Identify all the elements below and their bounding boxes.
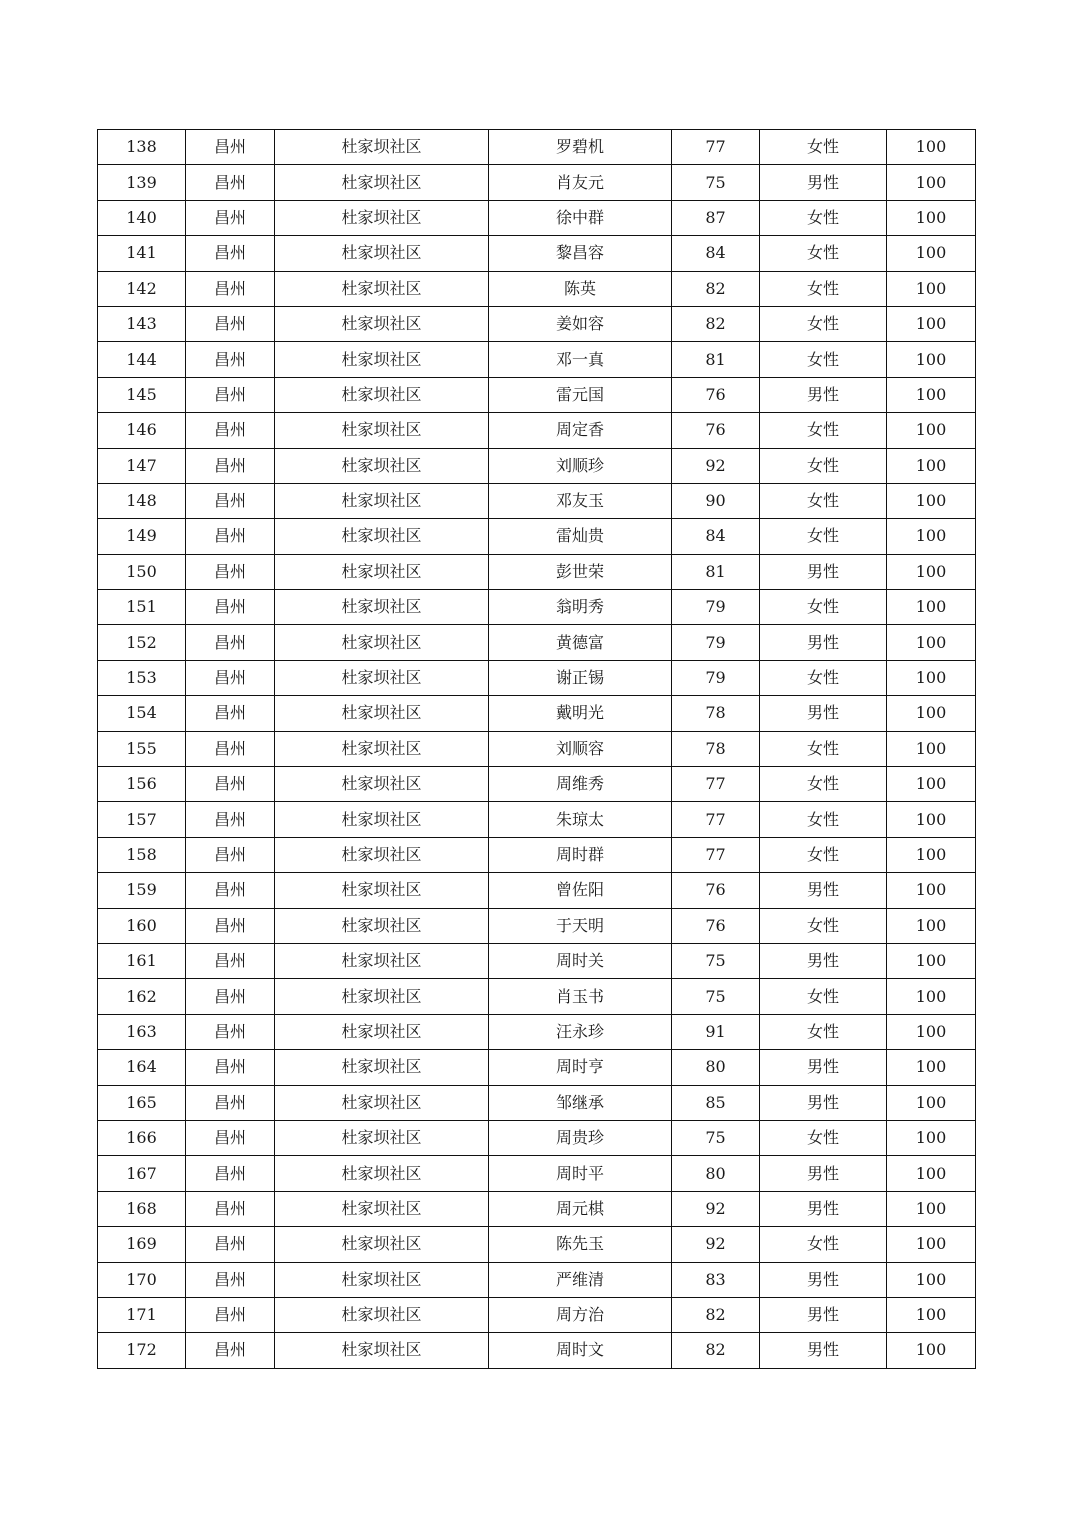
serial-number-cell: 165 (98, 1085, 186, 1120)
city-cell: 昌州 (186, 377, 275, 412)
serial-number-cell: 144 (98, 342, 186, 377)
city-cell: 昌州 (186, 1227, 275, 1262)
city-cell: 昌州 (186, 837, 275, 872)
community-cell: 杜家坝社区 (275, 767, 489, 802)
community-cell: 杜家坝社区 (275, 908, 489, 943)
community-cell: 杜家坝社区 (275, 483, 489, 518)
name-cell: 邓一真 (489, 342, 672, 377)
name-cell: 刘顺珍 (489, 448, 672, 483)
serial-number-cell: 159 (98, 873, 186, 908)
serial-number-cell: 164 (98, 1050, 186, 1085)
amount-cell: 100 (887, 1191, 976, 1226)
city-cell: 昌州 (186, 448, 275, 483)
gender-cell: 女性 (760, 519, 887, 554)
community-cell: 杜家坝社区 (275, 1191, 489, 1226)
age-cell: 79 (672, 660, 760, 695)
gender-cell: 女性 (760, 908, 887, 943)
community-cell: 杜家坝社区 (275, 1333, 489, 1368)
age-cell: 76 (672, 413, 760, 448)
community-cell: 杜家坝社区 (275, 342, 489, 377)
community-cell: 杜家坝社区 (275, 979, 489, 1014)
community-cell: 杜家坝社区 (275, 271, 489, 306)
name-cell: 彭世荣 (489, 554, 672, 589)
table-row (98, 767, 976, 802)
table-row (98, 802, 976, 837)
gender-cell: 女性 (760, 1227, 887, 1262)
city-cell: 昌州 (186, 342, 275, 377)
community-cell: 杜家坝社区 (275, 1120, 489, 1155)
gender-cell: 女性 (760, 979, 887, 1014)
gender-cell: 男性 (760, 696, 887, 731)
age-cell: 92 (672, 1191, 760, 1226)
community-cell: 杜家坝社区 (275, 306, 489, 341)
gender-cell: 女性 (760, 802, 887, 837)
age-cell: 83 (672, 1262, 760, 1297)
age-cell: 82 (672, 306, 760, 341)
age-cell: 76 (672, 873, 760, 908)
gender-cell: 女性 (760, 413, 887, 448)
table-row (98, 483, 976, 518)
name-cell: 周定香 (489, 413, 672, 448)
name-cell: 谢正锡 (489, 660, 672, 695)
name-cell: 邹继承 (489, 1085, 672, 1120)
table-row (98, 837, 976, 872)
community-cell: 杜家坝社区 (275, 1014, 489, 1049)
serial-number-cell: 150 (98, 554, 186, 589)
serial-number-cell: 140 (98, 200, 186, 235)
community-cell: 杜家坝社区 (275, 943, 489, 978)
serial-number-cell: 151 (98, 590, 186, 625)
age-cell: 91 (672, 1014, 760, 1049)
table-row (98, 731, 976, 766)
table-row (98, 696, 976, 731)
age-cell: 92 (672, 448, 760, 483)
table-row (98, 236, 976, 271)
serial-number-cell: 138 (98, 130, 186, 165)
gender-cell: 女性 (760, 236, 887, 271)
age-cell: 82 (672, 1333, 760, 1368)
amount-cell: 100 (887, 554, 976, 589)
table-row (98, 908, 976, 943)
amount-cell: 100 (887, 837, 976, 872)
age-cell: 75 (672, 943, 760, 978)
community-cell: 杜家坝社区 (275, 377, 489, 412)
gender-cell: 男性 (760, 1262, 887, 1297)
serial-number-cell: 161 (98, 943, 186, 978)
name-cell: 雷元国 (489, 377, 672, 412)
roster-table (97, 129, 976, 1369)
age-cell: 78 (672, 731, 760, 766)
amount-cell: 100 (887, 873, 976, 908)
table-row (98, 1050, 976, 1085)
age-cell: 80 (672, 1050, 760, 1085)
name-cell: 周方治 (489, 1297, 672, 1332)
community-cell: 杜家坝社区 (275, 837, 489, 872)
gender-cell: 女性 (760, 130, 887, 165)
community-cell: 杜家坝社区 (275, 731, 489, 766)
community-cell: 杜家坝社区 (275, 236, 489, 271)
gender-cell: 女性 (760, 200, 887, 235)
age-cell: 77 (672, 802, 760, 837)
community-cell: 杜家坝社区 (275, 519, 489, 554)
serial-number-cell: 153 (98, 660, 186, 695)
community-cell: 杜家坝社区 (275, 1262, 489, 1297)
community-cell: 杜家坝社区 (275, 1227, 489, 1262)
table-row (98, 625, 976, 660)
gender-cell: 男性 (760, 1156, 887, 1191)
name-cell: 邓友玉 (489, 483, 672, 518)
city-cell: 昌州 (186, 802, 275, 837)
name-cell: 陈英 (489, 271, 672, 306)
amount-cell: 100 (887, 236, 976, 271)
gender-cell: 男性 (760, 1191, 887, 1226)
name-cell: 肖友元 (489, 165, 672, 200)
city-cell: 昌州 (186, 554, 275, 589)
amount-cell: 100 (887, 1297, 976, 1332)
table-row (98, 130, 976, 165)
amount-cell: 100 (887, 625, 976, 660)
name-cell: 戴明光 (489, 696, 672, 731)
city-cell: 昌州 (186, 200, 275, 235)
city-cell: 昌州 (186, 1050, 275, 1085)
amount-cell: 100 (887, 908, 976, 943)
city-cell: 昌州 (186, 483, 275, 518)
table-row (98, 165, 976, 200)
amount-cell: 100 (887, 802, 976, 837)
name-cell: 刘顺容 (489, 731, 672, 766)
serial-number-cell: 162 (98, 979, 186, 1014)
name-cell: 汪永珍 (489, 1014, 672, 1049)
age-cell: 76 (672, 377, 760, 412)
community-cell: 杜家坝社区 (275, 802, 489, 837)
name-cell: 雷灿贵 (489, 519, 672, 554)
gender-cell: 女性 (760, 767, 887, 802)
city-cell: 昌州 (186, 1297, 275, 1332)
name-cell: 黎昌容 (489, 236, 672, 271)
gender-cell: 男性 (760, 377, 887, 412)
serial-number-cell: 160 (98, 908, 186, 943)
name-cell: 周元棋 (489, 1191, 672, 1226)
age-cell: 81 (672, 554, 760, 589)
gender-cell: 女性 (760, 271, 887, 306)
gender-cell: 男性 (760, 1333, 887, 1368)
city-cell: 昌州 (186, 1120, 275, 1155)
name-cell: 陈先玉 (489, 1227, 672, 1262)
name-cell: 姜如容 (489, 306, 672, 341)
gender-cell: 女性 (760, 306, 887, 341)
gender-cell: 女性 (760, 448, 887, 483)
city-cell: 昌州 (186, 236, 275, 271)
amount-cell: 100 (887, 448, 976, 483)
amount-cell: 100 (887, 1050, 976, 1085)
table-row (98, 1262, 976, 1297)
amount-cell: 100 (887, 731, 976, 766)
amount-cell: 100 (887, 696, 976, 731)
age-cell: 77 (672, 130, 760, 165)
age-cell: 87 (672, 200, 760, 235)
table-row (98, 448, 976, 483)
community-cell: 杜家坝社区 (275, 696, 489, 731)
serial-number-cell: 139 (98, 165, 186, 200)
age-cell: 92 (672, 1227, 760, 1262)
amount-cell: 100 (887, 1262, 976, 1297)
name-cell: 周时平 (489, 1156, 672, 1191)
city-cell: 昌州 (186, 767, 275, 802)
age-cell: 84 (672, 519, 760, 554)
community-cell: 杜家坝社区 (275, 200, 489, 235)
serial-number-cell: 149 (98, 519, 186, 554)
city-cell: 昌州 (186, 590, 275, 625)
amount-cell: 100 (887, 306, 976, 341)
amount-cell: 100 (887, 377, 976, 412)
city-cell: 昌州 (186, 696, 275, 731)
table-row (98, 200, 976, 235)
name-cell: 周时亨 (489, 1050, 672, 1085)
table-row (98, 306, 976, 341)
community-cell: 杜家坝社区 (275, 1297, 489, 1332)
gender-cell: 女性 (760, 660, 887, 695)
city-cell: 昌州 (186, 625, 275, 660)
amount-cell: 100 (887, 483, 976, 518)
amount-cell: 100 (887, 1120, 976, 1155)
city-cell: 昌州 (186, 271, 275, 306)
table-row (98, 1085, 976, 1120)
name-cell: 翁明秀 (489, 590, 672, 625)
serial-number-cell: 147 (98, 448, 186, 483)
age-cell: 80 (672, 1156, 760, 1191)
age-cell: 81 (672, 342, 760, 377)
gender-cell: 男性 (760, 873, 887, 908)
serial-number-cell: 163 (98, 1014, 186, 1049)
serial-number-cell: 145 (98, 377, 186, 412)
serial-number-cell: 143 (98, 306, 186, 341)
gender-cell: 女性 (760, 1014, 887, 1049)
table-row (98, 1156, 976, 1191)
table-row (98, 590, 976, 625)
city-cell: 昌州 (186, 519, 275, 554)
gender-cell: 女性 (760, 342, 887, 377)
serial-number-cell: 156 (98, 767, 186, 802)
table-row (98, 979, 976, 1014)
name-cell: 周维秀 (489, 767, 672, 802)
age-cell: 77 (672, 837, 760, 872)
name-cell: 周贵珍 (489, 1120, 672, 1155)
amount-cell: 100 (887, 1014, 976, 1049)
gender-cell: 女性 (760, 483, 887, 518)
gender-cell: 女性 (760, 837, 887, 872)
serial-number-cell: 154 (98, 696, 186, 731)
name-cell: 黄德富 (489, 625, 672, 660)
gender-cell: 男性 (760, 1297, 887, 1332)
serial-number-cell: 141 (98, 236, 186, 271)
age-cell: 75 (672, 165, 760, 200)
city-cell: 昌州 (186, 873, 275, 908)
community-cell: 杜家坝社区 (275, 1156, 489, 1191)
table-row (98, 1120, 976, 1155)
serial-number-cell: 155 (98, 731, 186, 766)
serial-number-cell: 168 (98, 1191, 186, 1226)
city-cell: 昌州 (186, 1085, 275, 1120)
amount-cell: 100 (887, 943, 976, 978)
table-row (98, 660, 976, 695)
city-cell: 昌州 (186, 731, 275, 766)
amount-cell: 100 (887, 660, 976, 695)
age-cell: 84 (672, 236, 760, 271)
table-row (98, 943, 976, 978)
serial-number-cell: 166 (98, 1120, 186, 1155)
age-cell: 82 (672, 271, 760, 306)
age-cell: 75 (672, 979, 760, 1014)
amount-cell: 100 (887, 1227, 976, 1262)
city-cell: 昌州 (186, 130, 275, 165)
amount-cell: 100 (887, 1085, 976, 1120)
serial-number-cell: 148 (98, 483, 186, 518)
serial-number-cell: 170 (98, 1262, 186, 1297)
amount-cell: 100 (887, 342, 976, 377)
table-row (98, 1297, 976, 1332)
amount-cell: 100 (887, 519, 976, 554)
age-cell: 79 (672, 590, 760, 625)
age-cell: 82 (672, 1297, 760, 1332)
city-cell: 昌州 (186, 943, 275, 978)
name-cell: 朱琼太 (489, 802, 672, 837)
table-row (98, 342, 976, 377)
amount-cell: 100 (887, 413, 976, 448)
amount-cell: 100 (887, 271, 976, 306)
gender-cell: 男性 (760, 554, 887, 589)
community-cell: 杜家坝社区 (275, 873, 489, 908)
name-cell: 徐中群 (489, 200, 672, 235)
city-cell: 昌州 (186, 1262, 275, 1297)
name-cell: 肖玉书 (489, 979, 672, 1014)
city-cell: 昌州 (186, 306, 275, 341)
age-cell: 85 (672, 1085, 760, 1120)
age-cell: 90 (672, 483, 760, 518)
serial-number-cell: 142 (98, 271, 186, 306)
serial-number-cell: 146 (98, 413, 186, 448)
community-cell: 杜家坝社区 (275, 660, 489, 695)
age-cell: 77 (672, 767, 760, 802)
name-cell: 周时群 (489, 837, 672, 872)
table-row (98, 519, 976, 554)
city-cell: 昌州 (186, 908, 275, 943)
name-cell: 周时关 (489, 943, 672, 978)
serial-number-cell: 158 (98, 837, 186, 872)
serial-number-cell: 167 (98, 1156, 186, 1191)
serial-number-cell: 169 (98, 1227, 186, 1262)
table-row (98, 377, 976, 412)
name-cell: 严维清 (489, 1262, 672, 1297)
amount-cell: 100 (887, 767, 976, 802)
name-cell: 罗碧机 (489, 130, 672, 165)
gender-cell: 男性 (760, 943, 887, 978)
city-cell: 昌州 (186, 660, 275, 695)
table-row (98, 413, 976, 448)
amount-cell: 100 (887, 590, 976, 625)
community-cell: 杜家坝社区 (275, 625, 489, 660)
age-cell: 76 (672, 908, 760, 943)
age-cell: 75 (672, 1120, 760, 1155)
serial-number-cell: 152 (98, 625, 186, 660)
community-cell: 杜家坝社区 (275, 1050, 489, 1085)
name-cell: 周时文 (489, 1333, 672, 1368)
gender-cell: 女性 (760, 1120, 887, 1155)
table-row (98, 1227, 976, 1262)
city-cell: 昌州 (186, 413, 275, 448)
community-cell: 杜家坝社区 (275, 165, 489, 200)
gender-cell: 女性 (760, 731, 887, 766)
gender-cell: 男性 (760, 165, 887, 200)
serial-number-cell: 171 (98, 1297, 186, 1332)
amount-cell: 100 (887, 1333, 976, 1368)
city-cell: 昌州 (186, 1156, 275, 1191)
community-cell: 杜家坝社区 (275, 448, 489, 483)
table-row (98, 271, 976, 306)
table-row (98, 873, 976, 908)
amount-cell: 100 (887, 130, 976, 165)
community-cell: 杜家坝社区 (275, 130, 489, 165)
community-cell: 杜家坝社区 (275, 590, 489, 625)
community-cell: 杜家坝社区 (275, 413, 489, 448)
serial-number-cell: 157 (98, 802, 186, 837)
community-cell: 杜家坝社区 (275, 1085, 489, 1120)
city-cell: 昌州 (186, 1191, 275, 1226)
age-cell: 79 (672, 625, 760, 660)
gender-cell: 男性 (760, 1050, 887, 1085)
city-cell: 昌州 (186, 979, 275, 1014)
amount-cell: 100 (887, 979, 976, 1014)
gender-cell: 女性 (760, 590, 887, 625)
name-cell: 于天明 (489, 908, 672, 943)
gender-cell: 男性 (760, 1085, 887, 1120)
roster-table-body (98, 130, 976, 1369)
community-cell: 杜家坝社区 (275, 554, 489, 589)
amount-cell: 100 (887, 165, 976, 200)
city-cell: 昌州 (186, 1333, 275, 1368)
table-row (98, 1333, 976, 1368)
serial-number-cell: 172 (98, 1333, 186, 1368)
gender-cell: 男性 (760, 625, 887, 660)
name-cell: 曾佐阳 (489, 873, 672, 908)
amount-cell: 100 (887, 1156, 976, 1191)
city-cell: 昌州 (186, 1014, 275, 1049)
amount-cell: 100 (887, 200, 976, 235)
table-row (98, 1014, 976, 1049)
city-cell: 昌州 (186, 165, 275, 200)
age-cell: 78 (672, 696, 760, 731)
table-row (98, 1191, 976, 1226)
table-row (98, 554, 976, 589)
